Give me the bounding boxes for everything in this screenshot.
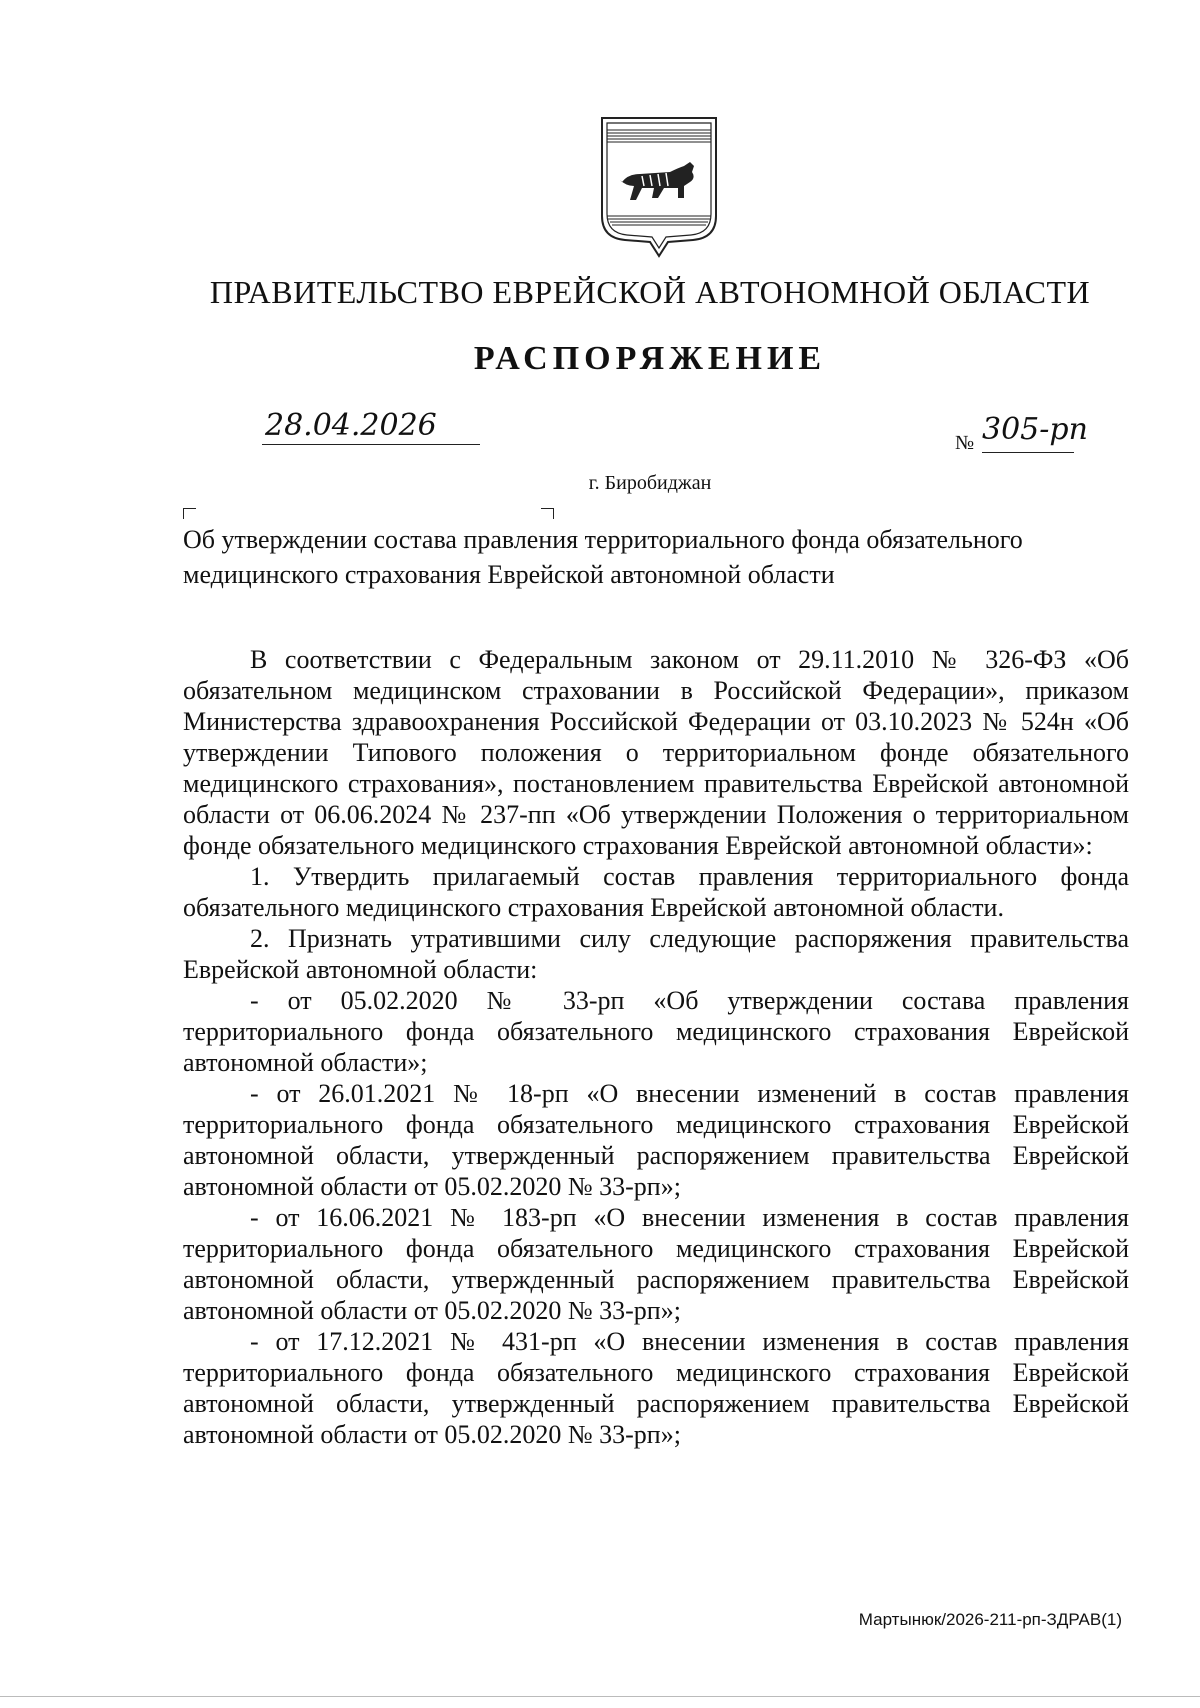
- repealed-order-item: - от 17.12.2021 № 431-рп «О внесении изменения в состав правления территориального фонда обязательного медицинского страхования Еврейской автономной области, утвержденный распоряжением правительства Еврейской автономной области от 05.02.2020 № 33-рп»;: [183, 1327, 1129, 1449]
- subject-corner-left: [183, 508, 196, 519]
- document-body: [183, 644, 1129, 1450]
- handwritten-date: 28.04.2026: [265, 408, 437, 443]
- number-prefix: №: [955, 432, 975, 454]
- subject-corner-right: [541, 508, 554, 519]
- repealed-order-item: - от 16.06.2021 № 183-рп «О внесении изменения в состав правления территориального фонда обязательного медицинского страхования Еврейской автономной области, утвержденный распоряжением правительства Еврейской автономной области от 05.02.2020 № 33-рп»;: [183, 1203, 1129, 1325]
- document-type-heading: РАСПОРЯЖЕНИЕ: [473, 340, 827, 377]
- repealed-order-item: - от 26.01.2021 № 18-рп «О внесении изменений в состав правления территориального фонда обязательного медицинского страхования Еврейской автономной области, утвержденный распоряжением правительства Еврейской автономной области от 05.02.2020 № 33-рп»;: [183, 1079, 1129, 1201]
- item-2-paragraph: 2. Признать утратившими силу следующие распоряжения правительства Еврейской автономной области:: [183, 924, 1129, 984]
- city-name: г. Биробиджан: [588, 472, 712, 494]
- repealed-order-item: - от 05.02.2020 № 33-рп «Об утверждении состава правления территориального фонда обязательного медицинского страхования Еврейской автономной области»;: [183, 986, 1129, 1077]
- footer-document-code: Мартынюк/2026-211-рп-ЗДРАВ(1): [858, 1610, 1122, 1629]
- preamble-paragraph: В соответствии с Федеральным законом от 29.11.2010 № 326-ФЗ «Об обязательном медицинском страховании в Российской Федерации», приказом Министерства здравоохранения Российской Федерации от 03.10.2023 № 524н «Об утверждении Типового положения о территориальном фонде обязательного медицинского страхования», постановлением правительства Еврейской автономной области от 06.06.2024 № 237-пп «Об утверждении Положения о территориальном фонде обязательного медицинского страхования Еврейской автономной области»:: [183, 645, 1129, 860]
- number-underline: [982, 452, 1074, 453]
- date-underline: [262, 444, 480, 445]
- coat-of-arms-icon: [598, 116, 720, 258]
- document-subject: Об утверждении состава правления территориального фонда обязательного медицинского страхования Еврейской автономной области: [183, 525, 1023, 589]
- item-1-paragraph: 1. Утвердить прилагаемый состав правления территориального фонда обязательного медицинского страхования Еврейской автономной области.: [183, 862, 1129, 922]
- handwritten-number: 305-рп: [982, 412, 1088, 447]
- page-bottom-edge: [0, 1696, 1200, 1697]
- government-title: ПРАВИТЕЛЬСТВО ЕВРЕЙСКОЙ АВТОНОМНОЙ ОБЛАСТИ: [209, 274, 1091, 310]
